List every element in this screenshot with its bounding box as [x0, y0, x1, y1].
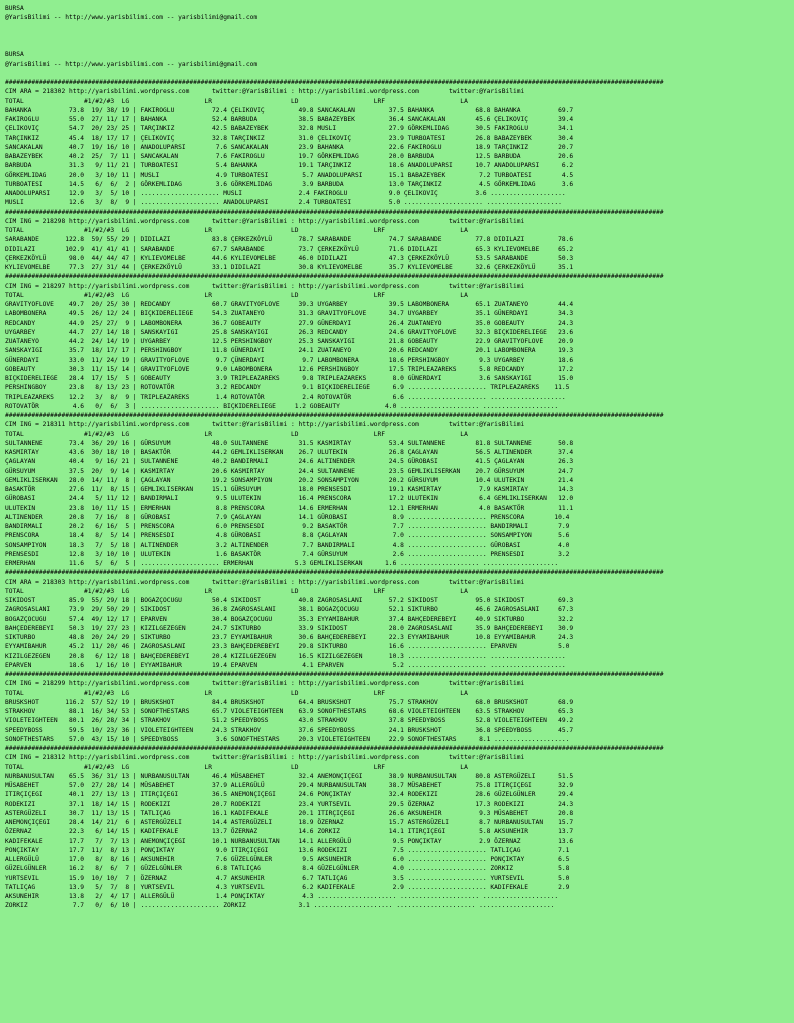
text-line: PRENSCORA 18.4 8/ 5/ 14 | PRENSESDI 4.8 GÜROBASI 8.8 ÇAGLAYAN 7.0 ..................... SONSAMPIYON 5.6 — [5, 532, 570, 540]
separator-line: ############################################################################################################################################################################### — [5, 569, 664, 577]
text-line: BARBUDA 31.3 9/ 11/ 21 | TURBOATESI 5.4 BAHANKA 19.1 TARÇINKIZ 18.6 ANADOLUPARSI 10.7 ANADOLUPARSI 6.2 — [5, 162, 574, 170]
text-line: KYLIEVOMELBE 77.3 27/ 31/ 44 | ÇERKEZKÖYLÜ 33.1 DIDILAZI 30.8 KYLIEVOMELBE 35.7 KYLIEVOMELBE 32.6 ÇERKEZKÖYLÜ 35.1 — [5, 264, 574, 271]
text-line: PERSHINGBOY 23.8 8/ 13/ 23 | ROTOVATÖR 3.2 REDCANDY 9.1 BIÇKIDERELIEGE 6.9 ..................... TRIPLEAZAREKS 11.5 — [5, 384, 570, 392]
column-header-line: TOTAL #1/#2/#3 LG LR LD LRF LA — [5, 763, 468, 771]
text-line: GÖRKEMLIDAG 20.0 3/ 10/ 11 | MUSLI 4.9 TURBOATESI 5.7 ANADOLUPARSI 15.1 BABAZEYBEK 7.2 TURBOATESI 4.5 — [5, 171, 574, 179]
text-line: GÜRSUYUM 37.5 20/ 9/ 14 | KASMIRTAY 20.6 KASMIRTAY 24.4 SULTANNENE 23.5 GEMLIKLISERKAN 20.7 GÜRSUYUM 24.7 — [5, 467, 574, 475]
text-line: SIKIDOST 85.9 55/ 29/ 18 | BOGAZÇOCUGU 50.4 SIKIDOST 40.8 ZAGROSASLANI 57.2 SIKIDOST 95.0 SIKIDOST 69.3 — [5, 597, 574, 604]
text-line: BANDIRMALI 20.2 6/ 16/ 5 | PRENSCORA 6.0 PRENSESDI 9.2 BASAKTÖR 7.7 ..................... BANDIRMALI 7.9 — [5, 523, 570, 530]
text-line: ERMERHAN 11.6 5/ 6/ 5 | ..................... ERMERHAN 5.3 GEMLIKLISERKAN 1.6 ..................... .................... — [5, 560, 559, 567]
text-line: ANEMONÇIÇEGI 28.4 14/ 21/ 6 | ASTERGÜZELI 14.4 ASTERGÜZELI 18.9 ÖZERNAZ 15.7 ASTERGÜZELI 8.7 NURBANUSULTAN 15.7 — [5, 819, 574, 826]
text-line: FAKIROGLU 55.0 27/ 11/ 17 | BAHANKA 52.4 BARBUDA 38.5 BABAZEYBEK 36.4 SANCAKALAN 45.6 ÇELIKOVIÇ 39.4 — [5, 116, 574, 123]
text-line: PRENSESDI 12.8 3/ 10/ 10 | ULUTEKIN 1.6 BASAKTÖR 7.4 GÜRSUYUM 2.6 ..................... PRENSESDI 3.2 — [5, 550, 570, 558]
text-line: SONSAMPIYON 18.3 7/ 5/ 18 | ALTINENDER 3.2 ALTINENDER 7.7 BANDIRMALI 4.8 ..................... GÜROBASI 4.0 — [5, 541, 570, 549]
text-line: VIOLETEIGHTEEN 80.1 26/ 28/ 34 | STRAKHOV 51.2 SPEEDYBOSS 43.0 STRAKHOV 37.8 SPEEDYBOSS 52.8 VIOLETEIGHTEEN 49.2 — [5, 717, 574, 725]
text-line: SANSKAYIGI 35.7 18/ 17/ 17 | PERSHINGBOY 11.8 GÜNERDAYI 24.1 ZUATANEYO 20.6 REDCANDY 20.1 LABOMBONERA 19.3 — [5, 347, 574, 355]
text-line: BASAKTÖR 27.6 11/ 8/ 15 | GEMLIKLISERKAN 15.1 GÜRSUYUM 18.0 PRENSESDI 19.1 KASMIRTAY 7.9 KASMIRTAY 14.3 — [5, 486, 574, 493]
text-line: RODEKIZI 37.1 18/ 14/ 15 | RODEKIZI 20.7 RODEKIZI 23.4 YURTSEVIL 29.5 ÖZERNAZ 17.3 RODEKIZI 24.3 — [5, 800, 574, 808]
text-line: GOBEAUTY 30.3 11/ 15/ 14 | GRAVITYOFLOVE 9.0 LABOMBONERA 12.6 PERSHINGBOY 17.5 TRIPLEAZAREKS 5.8 REDCANDY 17.2 — [5, 365, 574, 373]
text-line: REDCANDY 44.9 25/ 27/ 9 | LABOMBONERA 36.7 GOBEAUTY 27.9 GÜNERDAYI 26.4 ZUATANEYO 35.0 GOBEAUTY 24.3 — [5, 319, 574, 327]
separator-line: ############################################################################################################################################################################### — [5, 79, 664, 86]
column-header-line: TOTAL #1/#2/#3 LG LR LD LRF LA — [5, 97, 468, 105]
blank-line — [5, 69, 794, 78]
text-line: GÜNERDAYI 33.0 11/ 24/ 19 | GRAVITYOFLOVE 9.7 ÇÜNERDAYI 9.7 LABOMBONERA 18.6 PERSHINGBOY 9.3 UYGARBEY 18.6 — [5, 356, 574, 364]
text-line: KASMIRTAY 43.6 30/ 18/ 10 | BASAKTÖR 44.2 GEMLIKLISERKAN 26.7 ULUTEKIN 26.8 ÇAGLAYAN 56.5 ALTINENDER 37.4 — [5, 449, 574, 456]
separator-line: ############################################################################################################################################################################### — [5, 412, 664, 419]
text-line: ÖZERNAZ 22.3 6/ 14/ 15 | KADIFEKALE 13.7 ÖZERNAZ 14.6 ZORKIZ 14.1 ITIRÇIÇEGI 5.8 AKSUNEHIR 13.7 — [5, 828, 574, 836]
text-line: DIDILAZI 102.9 41/ 41/ 41 | SARABANDE 67.7 SARABANDE 73.7 ÇERKEZKÖYLÜ 71.6 DIDILAZI 65.3 KYLIEVOMELBE 65.2 — [5, 245, 574, 253]
text-line: BABAZEYBEK 40.2 25/ 7/ 11 | SANCAKALAN 7.6 FAKIROGLU 19.7 GÖRKEMLIDAG 20.0 BARBUDA 12.5 BARBUDA 20.6 — [5, 153, 574, 160]
race-header-line: CIM ING = 218299 http://yarisbilimi.wordpress.com twitter:@YarisBilimi : http://yarisbilimi.wordpress.com twitter:@YarisBilimi — [5, 680, 525, 688]
text-line: MÜSABEHET 57.0 27/ 28/ 14 | MÜSABEHET 37.9 ALLERGÜLÜ 29.4 NURBANUSULTAN 38.7 MÜSABEHET 75.8 ITIRÇIÇEGI 32.9 — [5, 782, 574, 789]
text-line: SIKTURBO 48.8 20/ 24/ 29 | SIKTURBO 23.7 EYYAMIBAHUR 30.6 BAHÇEDEREBEYI 22.3 EYYAMIBAHUR 10.8 EYYAMIBAHUR 24.3 — [5, 634, 574, 641]
blank-line — [5, 41, 794, 50]
column-header-line: TOTAL #1/#2/#3 LG LR LD LRF LA — [5, 227, 468, 234]
text-line: ALTINENDER 20.8 7/ 16/ 8 | GÜROBASI 7.9 ÇAGLAYAN 14.1 GÜROBASI 8.9 ..................... PRENSCORA 10.4 — [5, 513, 570, 521]
race-header-line: CIM ARA = 218302 http://yarisbilimi.wordpress.com twitter:@YarisBilimi : http://yarisbilimi.wordpress.com twitter:@YarisBilimi — [5, 88, 525, 96]
race-header-line: CIM ING = 218311 http://yarisbilimi.wordpress.com twitter:@YarisBilimi : http://yarisbilimi.wordpress.com twitter:@YarisBilimi — [5, 421, 525, 429]
text-line: BURSA — [5, 51, 24, 59]
separator-line: ############################################################################################################################################################################### — [5, 208, 664, 216]
text-line: ROTOVATÖR 4.6 0/ 6/ 3 | ..................... BIÇKIDERELIEGE 1.2 GOBEAUTY 4.0 ..................... .................... — [5, 402, 559, 410]
text-line: TATLIÇAG 13.9 5/ 7/ 8 | YURTSEVIL 4.3 YURTSEVIL 6.2 KADIFEKALE 2.9 ..................... KADIFEKALE 2.9 — [5, 883, 570, 891]
race-header-line: CIM ING = 218298 http://yarisbilimi.wordpress.com twitter:@YarisBilimi : http://yarisbilimi.wordpress.com twitter:@YarisBilimi — [5, 217, 525, 225]
text-line: UYGARBEY 44.7 27/ 14/ 18 | SANSKAYIGI 25.8 SANSKAYIGI 26.3 REDCANDY 24.6 GRAVITYOFLOVE 32.3 BIÇKIDERELIEGE 23.6 — [5, 328, 574, 336]
column-header-line: TOTAL #1/#2/#3 LG LR LD LRF LA — [5, 430, 468, 438]
text-line: KIZILGEZEGEN 20.8 6/ 12/ 18 | BAHÇEDEREBEYI 20.4 KIZILGEZEGEN 16.5 KIZILGEZEGEN 10.3 ..................... .................... — [5, 652, 566, 660]
text-line: ZAGROSASLANI 73.9 29/ 50/ 29 | SIKIDOST 36.8 ZAGROSASLANI 38.1 BOGAZÇOCUGU 52.1 SIKTURBO 46.6 ZAGROSASLANI 67.3 — [5, 606, 574, 614]
column-header-line: TOTAL #1/#2/#3 LG LR LD LRF LA — [5, 689, 468, 697]
text-line: YURTSEVIL 15.9 10/ 10/ 7 | ÖZERNAZ 4.7 AKSUNEHIR 6.7 TATLIÇAG 3.5 ..................... YURTSEVIL 5.0 — [5, 874, 570, 882]
text-line: ULUTEKIN 23.8 10/ 11/ 15 | ERMERHAN 8.8 PRENSCORA 14.6 ERMERHAN 12.1 ERMERHAN 4.0 BASAKTÖR 11.1 — [5, 504, 574, 512]
text-line: ZUATANEYO 44.2 24/ 14/ 19 | UYGARBEY 12.5 PERSHINGBOY 25.3 SANSKAYIGI 21.8 GOBEAUTY 22.9 GRAVITYOFLOVE 20.9 — [5, 338, 574, 345]
text-line: TARÇINKIZ 45.4 18/ 17/ 17 | ÇELIKOVIÇ 32.8 TARÇINKIZ 31.0 ÇELIKOVIÇ 23.9 TURBOATESI 26.8 BABAZEYBEK 30.4 — [5, 134, 574, 142]
race-header-line: CIM ING = 218312 http://yarisbilimi.wordpress.com twitter:@YarisBilimi : http://yarisbilimi.wordpress.com twitter:@YarisBilimi — [5, 754, 525, 762]
text-line: @YarisBilimi -- http://www.yarisbilimi.com -- yarisbilimi@gmail.com — [5, 14, 258, 22]
text-line: TRIPLEAZAREKS 12.2 3/ 8/ 9 | TRIPLEAZAREKS 1.4 ROTOVATÖR 2.4 ROTOVATÖR 6.6 ..................... .................... — [5, 393, 566, 401]
text-line: STRAKHOV 88.1 16/ 34/ 53 | SONOFTHESTARS 65.7 VIOLETEIGHTEEN 63.9 SONOFTHESTARS 68.6 VIOLETEIGHTEEN 63.5 STRAKHOV 65.3 — [5, 708, 574, 715]
text-line: MUSLI 12.6 3/ 8/ 9 | ..................... ANADOLUPARSI 2.4 TURBOATESI 5.0 ..................... .................... — [5, 199, 562, 207]
text-line: BIÇKIDERELIEGE 28.4 17/ 15/ 5 | GOBEAUTY 3.9 TRIPLEAZAREKS 9.8 TRIPLEAZAREKS 8.0 GÜNERDAYI 3.6 SANSKAYIGI 15.0 — [5, 375, 574, 382]
column-header-line: TOTAL #1/#2/#3 LG LR LD LRF LA — [5, 291, 468, 299]
text-line: AKSUNEHIR 13.8 2/ 4/ 17 | ALLERGÜLÜ 1.4 PONÇIKTAY 4.3 ..................... ..................... .................... — [5, 893, 559, 900]
text-line: TURBOATESI 14.5 6/ 6/ 2 | GÖRKEMLIDAG 3.6 GÖRKEMLIDAG 3.9 BARBUDA 13.0 TARÇINKIZ 4.5 GÖRKEMLIDAG 3.6 — [5, 180, 574, 188]
text-line: LABOMBONERA 49.5 26/ 12/ 24 | BIÇKIDERELIEGE 54.3 ZUATANEYO 31.3 GRAVITYOFLOVE 34.7 UYGARBEY 35.1 GÜNERDAYI 34.3 — [5, 310, 574, 318]
separator-line: ############################################################################################################################################################################### — [5, 745, 664, 752]
text-line: ZORKIZ 7.7 0/ 6/ 10 | ..................... ZORKIZ 3.1 ..................... ..................... .................... — [5, 902, 555, 910]
text-line: ÇERKEZKÖYLÜ 98.0 44/ 44/ 47 | KYLIEVOMELBE 44.6 KYLIEVOMELBE 46.0 DIDILAZI 47.3 ÇERKEZKÖYLÜ 53.5 SARABANDE 50.3 — [5, 254, 574, 262]
text-line: ITIRÇIÇEGI 40.1 27/ 13/ 13 | ITIRÇIÇEGI 36.5 ANEMONÇIÇEGI 24.6 PONÇIKTAY 32.4 RODEKIZI 28.6 GÜZELGÜNLER 29.4 — [5, 791, 574, 799]
text-line: PONÇIKTAY 17.7 11/ 8/ 13 | PONÇIKTAY 9.0 ITIRÇIÇEGI 13.6 RODEKIZI 7.5 ..................... TATLIÇAG 7.1 — [5, 846, 570, 854]
text-line: ALLERGÜLÜ 17.0 8/ 8/ 16 | AKSUNEHIR 7.6 GÜZELGÜNLER 9.5 AKSUNEHIR 6.0 ..................... PONÇIKTAY 6.5 — [5, 856, 570, 863]
text-line: NURBANUSULTAN 65.5 36/ 31/ 13 | NURBANUSULTAN 46.4 MÜSABEHET 32.4 ANEMONÇIÇEGI 38.9 NURBANUSULTAN 80.8 ASTERGÜZELI 51.5 — [5, 772, 574, 780]
text-line: BOGAZÇOCUGU 57.4 49/ 12/ 17 | EPARVEN 30.4 BOGAZÇOCUGU 35.3 EYYAMIBAHUR 37.4 BAHÇEDEREBEYI 40.9 SIKTURBO 32.2 — [5, 615, 574, 623]
text-line: EYYAMIBAHUR 45.2 11/ 20/ 46 | ZAGROSASLANI 23.3 BAHÇEDEREBEYI 29.8 SIKTURBO 16.6 ..................... EPARVEN 5.0 — [5, 643, 570, 651]
race-header-line: CIM ARA = 218303 http://yarisbilimi.wordpress.com twitter:@YarisBilimi : http://yarisbilimi.wordpress.com twitter:@YarisBilimi — [5, 578, 525, 586]
text-line: GRAVITYOFLOVE 49.7 20/ 25/ 30 | REDCANDY 60.7 GRAVITYOFLOVE 39.3 UYGARBEY 39.5 LABOMBONERA 65.1 ZUATANEYO 44.4 — [5, 301, 574, 308]
text-line: ASTERGÜZELI 30.7 11/ 13/ 15 | TATLIÇAG 16.1 KADIFEKALE 20.1 ITIRÇIÇEGI 26.6 AKSUNEHIR 9.3 MÜSABEHET 20.8 — [5, 809, 574, 817]
text-line: KADIFEKALE 17.7 7/ 7/ 13 | ANEMONÇIÇEGI 10.1 NURBANUSULTAN 14.1 ALLERGÜLÜ 9.5 PONÇIKTAY 2.9 ÖZERNAZ 13.6 — [5, 837, 574, 845]
text-line: SONOFTHESTARS 57.0 43/ 15/ 10 | SPEEDYBOSS 3.6 SONOFTHESTARS 20.3 VIOLETEIGHTEEN 22.9 SONOFTHESTARS 8.1 .................... — [5, 735, 570, 743]
text-line: BURSA — [5, 5, 24, 12]
text-line: GÜROBASI 24.4 5/ 11/ 12 | BANDIRMALI 9.5 ULUTEKIN 16.4 PRENSCORA 17.2 ULUTEKIN 6.4 GEMLIKLISERKAN 12.0 — [5, 495, 574, 503]
text-line: SARABANDE 122.8 59/ 55/ 29 | DIDILAZI 83.8 ÇERKEZKÖYLÜ 78.7 SARABANDE 74.7 SARABANDE 77.8 DIDILAZI 78.6 — [5, 236, 574, 244]
text-line: BRUSKSHOT 116.2 57/ 52/ 19 | BRUSKSHOT 84.4 BRUSKSHOT 64.4 BRUSKSHOT 75.7 STRAKHOV 68.0 BRUSKSHOT 68.9 — [5, 698, 574, 706]
text-line: BAHÇEDEREBEYI 50.3 19/ 27/ 23 | KIZILGEZEGEN 24.7 SIKTURBO 33.9 SIKIDOST 28.0 ZAGROSASLANI 35.9 BAHÇEDEREBEYI 30.9 — [5, 624, 574, 632]
blank-line — [5, 32, 794, 41]
text-line: SULTANNENE 73.4 36/ 29/ 16 | GÜRSUYUM 48.0 SULTANNENE 31.5 KASMIRTAY 53.4 SULTANNENE 81.8 SULTANNENE 50.8 — [5, 439, 574, 447]
text-line: BAHANKA 73.8 19/ 38/ 19 | FAKIROGLU 72.4 ÇELIKOVIÇ 49.8 SANCAKALAN 37.5 BAHANKA 68.8 BAHANKA 69.7 — [5, 106, 574, 114]
text-line: SANCAKALAN 40.7 19/ 16/ 10 | ANADOLUPARSI 7.6 SANCAKALAN 23.9 BAHANKA 22.6 FAKIROGLU 18.9 TARÇINKIZ 20.7 — [5, 143, 574, 151]
race-header-line: CIM ING = 218297 http://yarisbilimi.wordpress.com twitter:@YarisBilimi : http://yarisbilimi.wordpress.com twitter:@YarisBilimi — [5, 282, 525, 290]
text-line: ANADOLUPARSI 12.9 3/ 5/ 10 | ..................... MUSLI 2.4 FAKIROGLU 9.0 ÇELIKOVIÇ 3.6 .................... — [5, 190, 566, 197]
text-line: EPARVEN 18.6 1/ 16/ 10 | EYYAMIBAHUR 19.4 EPARVEN 4.1 EPARVEN 5.2 ..................... .................... — [5, 661, 566, 669]
separator-line: ############################################################################################################################################################################### — [5, 273, 664, 281]
column-header-line: TOTAL #1/#2/#3 LG LR LD LRF LA — [5, 587, 468, 595]
text-line: GÜZELGÜNLER 16.2 8/ 6/ 7 | GÜZELGÜNLER 6.8 TATLIÇAG 8.4 GÜZELGÜNLER 4.0 ..................... ZORKIZ 5.8 — [5, 865, 570, 873]
text-line: SPEEDYBOSS 59.5 10/ 23/ 36 | VIOLETEIGHTEEN 24.3 STRAKHOV 37.6 SPEEDYBOSS 24.1 BRUSKSHOT 36.8 SPEEDYBOSS 45.7 — [5, 726, 574, 734]
text-line: ÇELIKOVIÇ 54.7 20/ 23/ 25 | TARÇINKIZ 42.5 BABAZEYBEK 32.8 MUSLI 27.9 GÖRKEMLIDAG 30.5 FAKIROGLU 34.1 — [5, 125, 574, 133]
blank-line — [5, 23, 794, 32]
text-line: ÇAGLAYAN 40.4 9/ 16/ 21 | SULTANNENE 40.2 BANDIRMALI 24.6 ALTINENDER 24.5 GÜROBASI 41.5 ÇAGLAYAN 26.3 — [5, 458, 574, 466]
separator-line: ############################################################################################################################################################################### — [5, 671, 664, 678]
text-line: @YarisBilimi -- http://www.yarisbilimi.com -- yarisbilimi@gmail.com — [5, 60, 258, 68]
text-line: GEMLIKLISERKAN 28.0 14/ 11/ 8 | ÇAGLAYAN 19.2 SONSAMPIYON 20.2 SONSAMPIYON 20.2 GÜRSUYUM 10.4 ULUTEKIN 21.4 — [5, 476, 574, 484]
